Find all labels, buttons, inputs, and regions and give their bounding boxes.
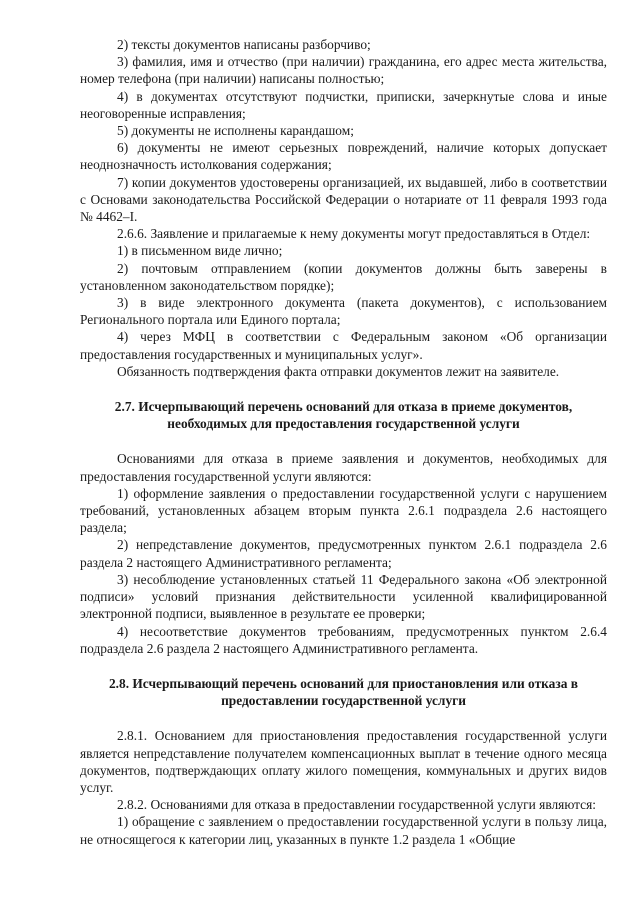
paragraph: 2) тексты документов написаны разборчиво; — [117, 37, 371, 52]
paragraph: 3) несоблюдение установленных статьей 11 Федерального закона «Об электронной подписи» условий признания действительности усиленной квалифицированной электронной подписи, выявленное в результате ее проверки; — [80, 571, 607, 622]
paragraph: 7) копии документов удостоверены организацией, их выдавшей, либо в соответствии с Основами законодательства Российской Федерации о нотариате от 11 февраля 1993 года № 4462–I. — [80, 174, 607, 225]
paragraph: Обязанность подтверждения факта отправки документов лежит на заявителе. — [117, 363, 560, 379]
paragraph: 2) почтовым отправлением (копии документов должны быть заверены в установленном законодательством порядке); — [80, 260, 607, 293]
paragraph: 4) через МФЦ в соответствии с Федеральным законом «Об организации предоставления государственных и муниципальных услуг». — [80, 329, 607, 362]
paragraph: Основаниями для отказа в приеме заявления и документов, необходимых для предоставления государственной услуги являются: — [80, 451, 607, 484]
paragraph: 3) в виде электронного документа (пакета документов), с использованием Регионального портала или Единого портала; — [80, 295, 607, 328]
paragraph: 1) в письменном виде лично; — [117, 243, 283, 259]
section-heading-2-8: 2.8. Исчерпывающий перечень оснований для приостановления или отказа в предоставлении государственной услуги — [108, 675, 579, 709]
paragraph: 4) в документах отсутствуют подчистки, приписки, зачеркнутые слова и иные неоговоренные исправления; — [80, 88, 607, 121]
paragraph: 5) документы не исполнены карандашом; — [117, 123, 354, 139]
paragraph: 2) непредставление документов, предусмотренных пунктом 2.6.1 подраздела 2.6 раздела 2 настоящего Административного регламента; — [80, 537, 607, 570]
paragraph: 1) оформление заявления о предоставлении государственной услуги с нарушением требований, установленных абзацем вторым пункта 2.6.1 подраздела 2.6 настоящего раздела; — [80, 485, 607, 536]
document-page — [80, 36, 607, 848]
paragraph: 6) документы не имеют серьезных повреждений, наличие которых допускает неоднозначность истолкования содержания; — [80, 140, 607, 173]
paragraph: 2.6.6. Заявление и прилагаемые к нему документы могут предоставляться в Отдел: — [117, 226, 591, 242]
paragraph: 1) обращение с заявлением о предоставлении государственной услуги в пользу лица, не относящегося к категории лиц, указанных в пункте 1.2 раздела 1 «Общие — [80, 814, 607, 847]
paragraph: 2.8.1. Основанием для приостановления предоставления государственной услуги является непредставление получателем компенсационных выплат в течение одного месяца документов, подтверждающих оплату жилого помещения, коммунальных и других видов услуг. — [80, 728, 607, 795]
paragraph: 3) фамилия, имя и отчество (при наличии) гражданина, его адрес места жительства, номер телефона (при наличии) написаны полностью; — [80, 54, 607, 87]
paragraph: 2.8.2. Основаниями для отказа в предоставлении государственной услуги являются: — [117, 797, 596, 813]
section-heading-2-7: 2.7. Исчерпывающий перечень оснований для отказа в приеме документов, необходимых для предоставления государственной услуги — [114, 399, 573, 432]
paragraph: 4) несоответствие документов требованиям, предусмотренных пунктом 2.6.4 подраздела 2.6 раздела 2 настоящего Административного регламента. — [80, 623, 607, 656]
